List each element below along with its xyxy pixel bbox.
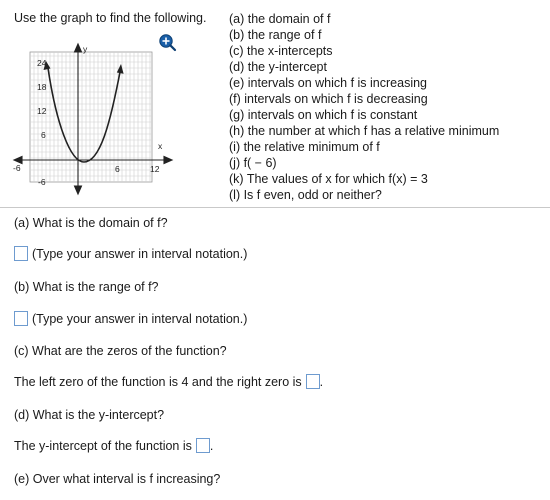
domain-answer-input[interactable] xyxy=(14,246,28,261)
right-zero-input[interactable] xyxy=(306,374,320,389)
answer-prefix-c: The left zero of the function is 4 and the right zero is xyxy=(14,374,302,389)
function-graph xyxy=(10,32,185,197)
answer-suffix-d: . xyxy=(209,438,214,453)
answer-row-a xyxy=(14,246,247,261)
tick-label-x-neg6: -6 xyxy=(13,163,21,173)
axis-label-y: y xyxy=(83,44,88,54)
tick-label-x-6: 6 xyxy=(115,164,120,174)
tick-label-y-24: 24 xyxy=(37,58,47,68)
range-answer-input[interactable] xyxy=(14,311,28,326)
part-item: (c) the x-intercepts xyxy=(229,44,333,58)
answer-hint-b: (Type your answer in interval notation.) xyxy=(32,311,248,326)
question-a: (a) What is the domain of f? xyxy=(14,216,168,230)
answer-suffix-c: . xyxy=(319,374,324,389)
tick-label-x-12: 12 xyxy=(150,164,160,174)
question-c: (c) What are the zeros of the function? xyxy=(14,344,227,358)
answer-row-d xyxy=(14,438,213,453)
part-item: (f) intervals on which f is decreasing xyxy=(229,92,428,106)
tick-label-y-18: 18 xyxy=(37,82,47,92)
magnify-plus-icon[interactable] xyxy=(160,35,175,50)
tick-label-y-neg6: -6 xyxy=(38,177,46,187)
part-item: (g) intervals on which f is constant xyxy=(229,108,418,122)
question-d: (d) What is the y-intercept? xyxy=(14,408,165,422)
part-item: (b) the range of f xyxy=(229,28,322,42)
part-item: (e) intervals on which f is increasing xyxy=(229,76,427,90)
tick-label-y-6: 6 xyxy=(41,130,46,140)
part-item: (i) the relative minimum of f xyxy=(229,140,380,154)
question-b: (b) What is the range of f? xyxy=(14,280,159,294)
answer-row-c xyxy=(14,374,323,389)
problem-prompt: Use the graph to find the following. xyxy=(14,11,207,25)
part-item: (a) the domain of f xyxy=(229,12,331,26)
part-item: (k) The values of x for which f(x) = 3 xyxy=(229,172,428,186)
graph-svg xyxy=(10,32,185,197)
answer-row-b xyxy=(14,311,247,326)
tick-label-y-12: 12 xyxy=(37,106,47,116)
part-list xyxy=(229,11,499,203)
answer-hint-a: (Type your answer in interval notation.) xyxy=(32,246,248,261)
part-item: (d) the y-intercept xyxy=(229,60,327,74)
axis-label-x: x xyxy=(158,141,163,151)
part-item: (l) Is f even, odd or neither? xyxy=(229,188,382,202)
section-divider xyxy=(0,207,550,208)
part-item: (j) f( − 6) xyxy=(229,156,277,170)
answer-prefix-d: The y-intercept of the function is xyxy=(14,438,192,453)
part-item: (h) the number at which f has a relative minimum xyxy=(229,124,500,138)
question-e: (e) Over what interval is f increasing? xyxy=(14,472,221,486)
y-intercept-input[interactable] xyxy=(196,438,210,453)
problem-intro xyxy=(10,6,540,206)
